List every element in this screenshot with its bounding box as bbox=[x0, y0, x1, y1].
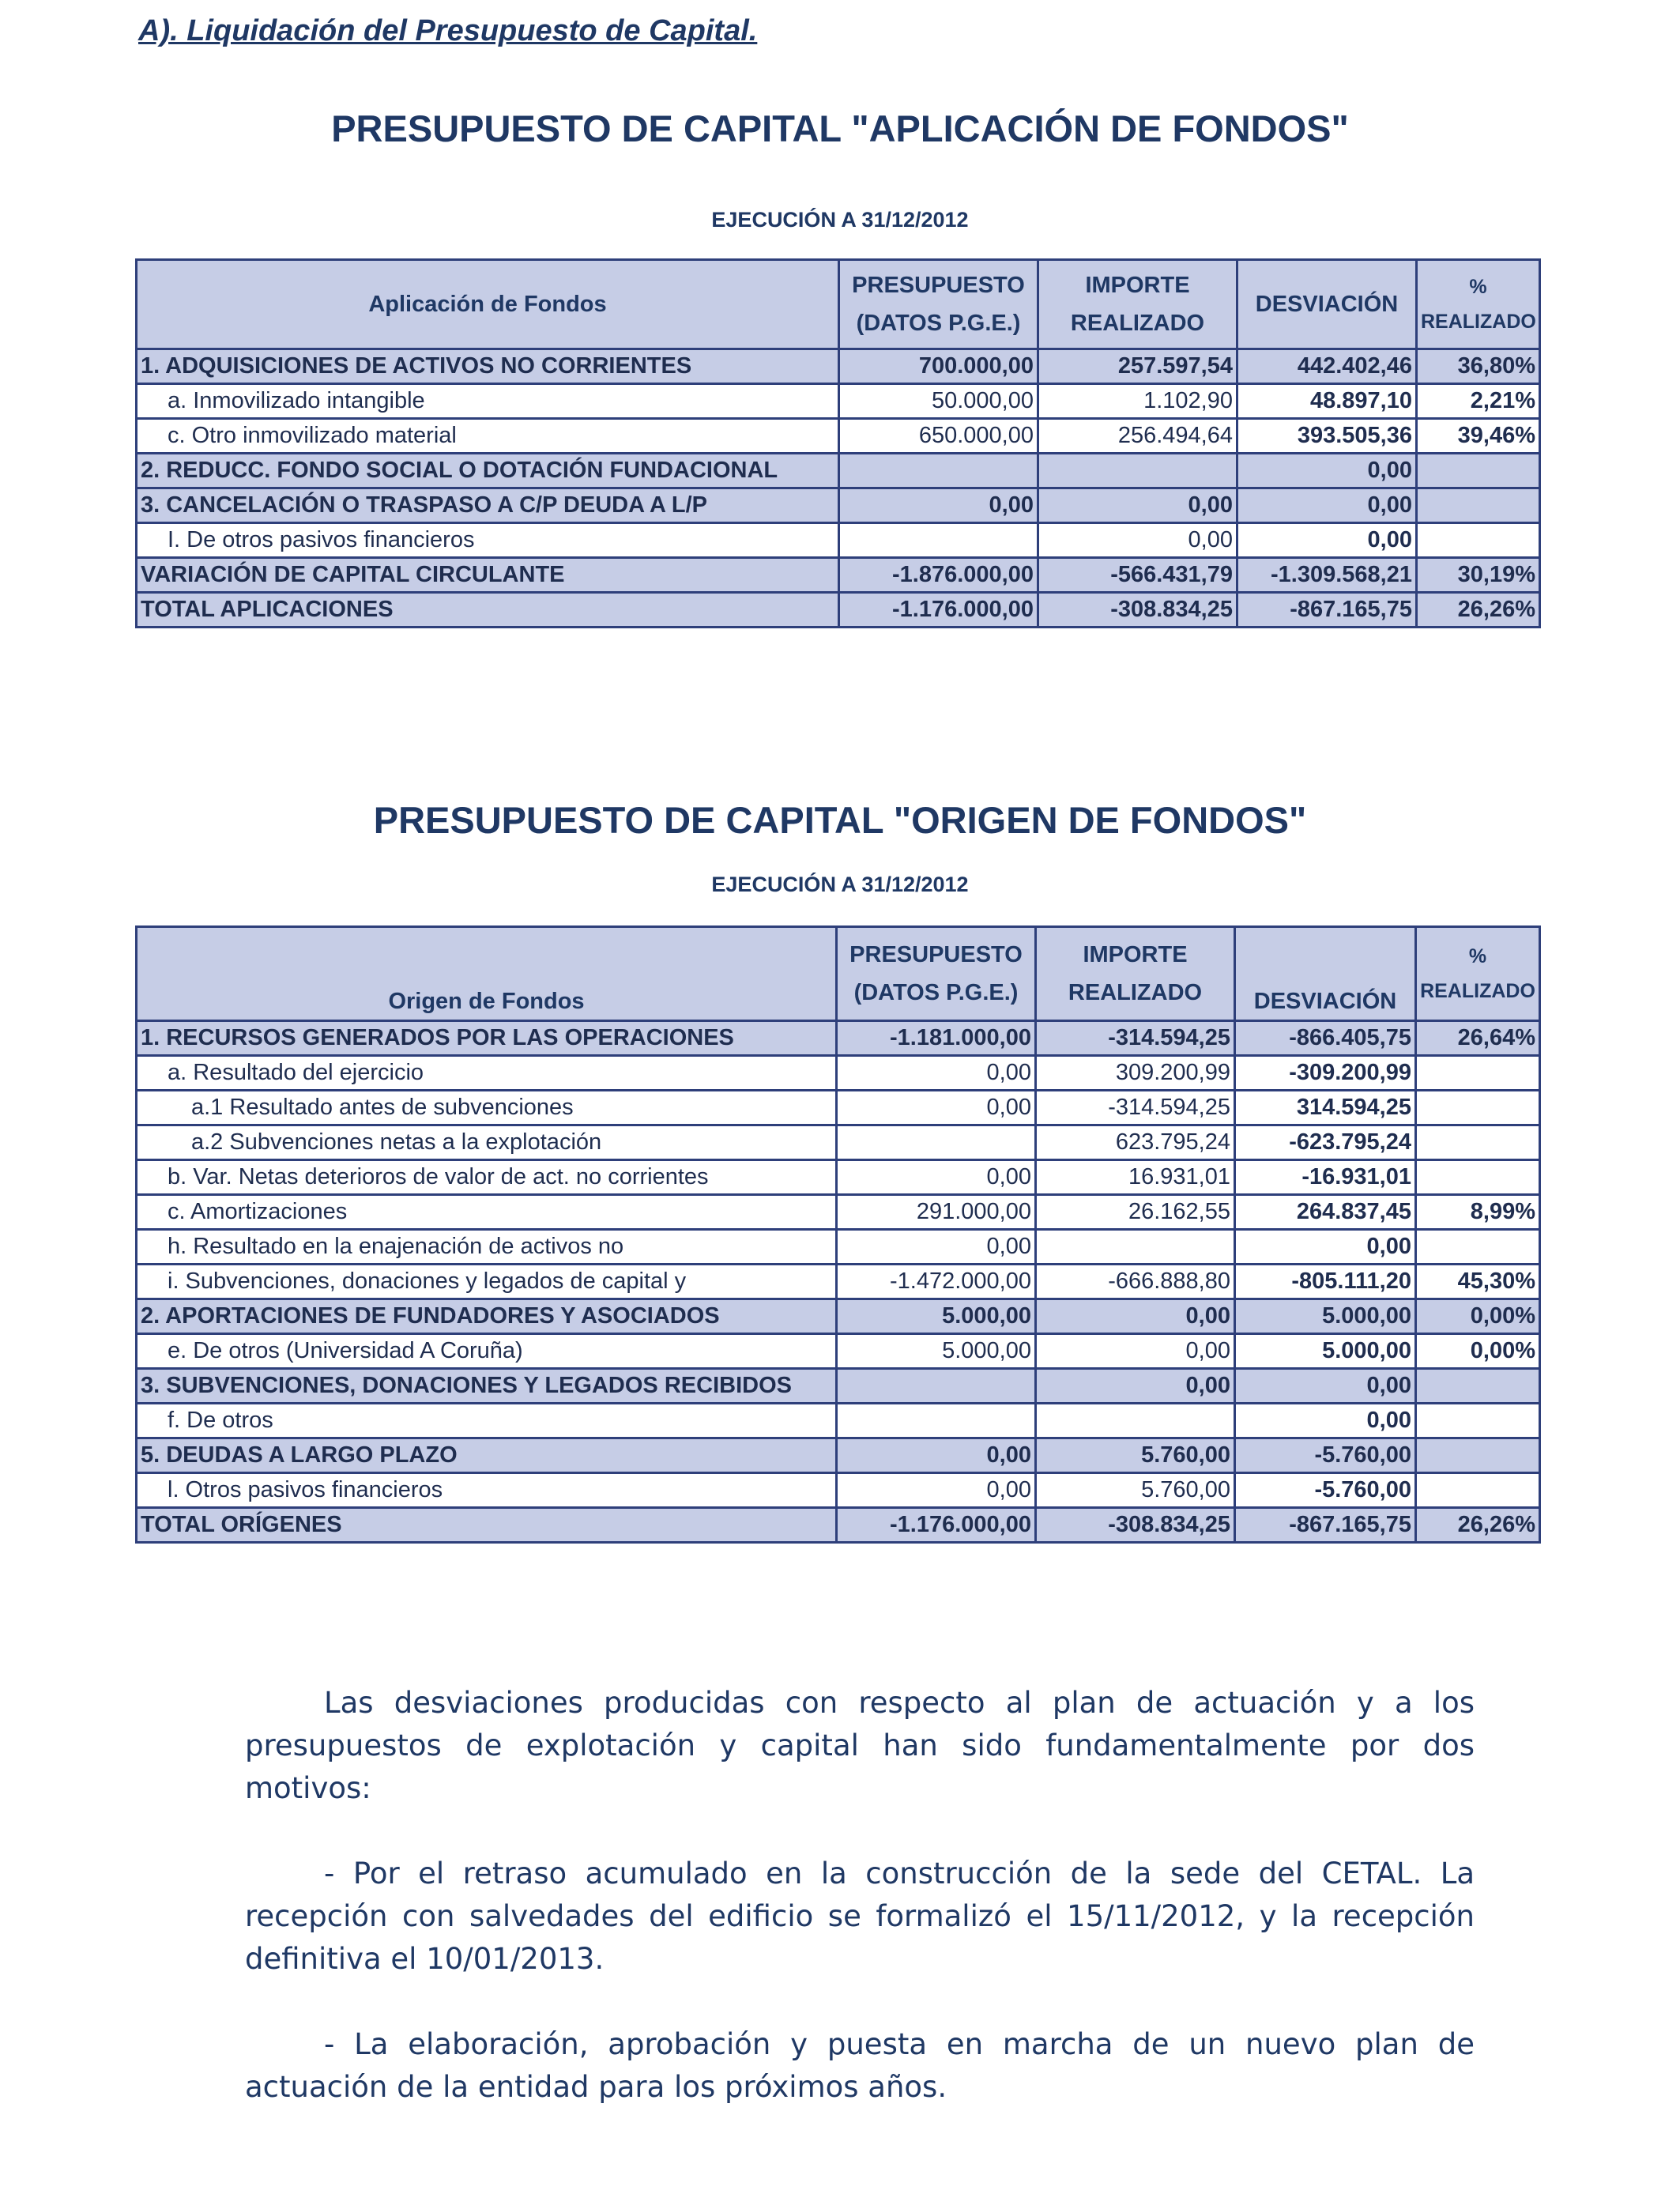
row-importe: 623.795,24 bbox=[1036, 1125, 1235, 1160]
row-pct bbox=[1416, 1125, 1540, 1160]
table-row bbox=[137, 1265, 1540, 1299]
row-label: 3. SUBVENCIONES, DONACIONES Y LEGADOS RECIBIDOS bbox=[137, 1369, 837, 1404]
row-desviacion: 0,00 bbox=[1237, 488, 1417, 523]
table-row bbox=[137, 523, 1540, 558]
row-label: c. Otro inmovilizado material bbox=[137, 419, 839, 454]
row-label: TOTAL ORÍGENES bbox=[137, 1508, 837, 1543]
row-desviacion: 5.000,00 bbox=[1235, 1299, 1416, 1334]
table-row bbox=[137, 1473, 1540, 1508]
row-desviacion: -866.405,75 bbox=[1235, 1021, 1416, 1056]
table-row bbox=[137, 558, 1540, 593]
row-label: 2. APORTACIONES DE FUNDADORES Y ASOCIADOS bbox=[137, 1299, 837, 1334]
row-presupuesto: 0,00 bbox=[837, 1056, 1036, 1091]
row-desviacion: 0,00 bbox=[1237, 454, 1417, 488]
header-presupuesto bbox=[837, 927, 1036, 1021]
row-importe: -666.888,80 bbox=[1036, 1265, 1235, 1299]
row-desviacion: 314.594,25 bbox=[1235, 1091, 1416, 1125]
header-importe-line2: REALIZADO bbox=[1070, 311, 1205, 336]
row-label: a.2 Subvenciones netas a la explotación bbox=[137, 1125, 837, 1160]
row-pct bbox=[1416, 1056, 1540, 1091]
row-label: f. De otros bbox=[137, 1404, 837, 1438]
row-label: 5. DEUDAS A LARGO PLAZO bbox=[137, 1438, 837, 1473]
row-importe: 0,00 bbox=[1038, 488, 1237, 523]
origen-title: PRESUPUESTO DE CAPITAL "ORIGEN DE FONDOS" bbox=[373, 799, 1307, 841]
row-desviacion: -867.165,75 bbox=[1235, 1508, 1416, 1543]
table-row bbox=[137, 349, 1540, 384]
row-presupuesto: 0,00 bbox=[837, 1091, 1036, 1125]
row-pct bbox=[1417, 488, 1540, 523]
row-presupuesto: 0,00 bbox=[837, 1473, 1036, 1508]
row-label: h. Resultado en la enajenación de activos no bbox=[137, 1230, 837, 1265]
header-importe bbox=[1038, 260, 1237, 349]
table-row bbox=[137, 1369, 1540, 1404]
row-label: 2. REDUCC. FONDO SOCIAL O DOTACIÓN FUNDACIONAL bbox=[137, 454, 839, 488]
table-row bbox=[137, 384, 1540, 419]
row-label: i. Subvenciones, donaciones y legados de capital y bbox=[137, 1265, 837, 1299]
row-desviacion: 48.897,10 bbox=[1237, 384, 1417, 419]
row-presupuesto bbox=[839, 454, 1038, 488]
row-importe: 0,00 bbox=[1036, 1369, 1235, 1404]
row-label: c. Amortizaciones bbox=[137, 1195, 837, 1230]
row-desviacion: 0,00 bbox=[1237, 523, 1417, 558]
row-pct: 26,64% bbox=[1416, 1021, 1540, 1056]
row-label: b. Var. Netas deterioros de valor de act. no corrientes bbox=[137, 1160, 837, 1195]
row-presupuesto bbox=[837, 1125, 1036, 1160]
row-pct: 36,80% bbox=[1417, 349, 1540, 384]
row-pct: 39,46% bbox=[1417, 419, 1540, 454]
table-total-row bbox=[137, 593, 1540, 628]
row-desviacion: 442.402,46 bbox=[1237, 349, 1417, 384]
row-presupuesto bbox=[837, 1369, 1036, 1404]
row-desviacion: 0,00 bbox=[1235, 1404, 1416, 1438]
table-row bbox=[137, 1195, 1540, 1230]
row-pct bbox=[1416, 1160, 1540, 1195]
row-presupuesto bbox=[837, 1404, 1036, 1438]
row-importe: 0,00 bbox=[1036, 1299, 1235, 1334]
row-pct: 8,99% bbox=[1416, 1195, 1540, 1230]
header-importe bbox=[1036, 927, 1235, 1021]
header-presupuesto-line1: PRESUPUESTO bbox=[852, 273, 1025, 298]
row-importe bbox=[1036, 1230, 1235, 1265]
paragraph: - La elaboración, aprobación y puesta en marcha de un nuevo plan de actuación de la entidad para los próximos años. bbox=[245, 2027, 1475, 2104]
row-desviacion: -5.760,00 bbox=[1235, 1438, 1416, 1473]
header-concepto: Aplicación de Fondos bbox=[137, 260, 839, 349]
row-desviacion: 0,00 bbox=[1235, 1230, 1416, 1265]
row-importe: 5.760,00 bbox=[1036, 1438, 1235, 1473]
row-importe: -314.594,25 bbox=[1036, 1021, 1235, 1056]
row-pct bbox=[1416, 1091, 1540, 1125]
row-importe bbox=[1036, 1404, 1235, 1438]
aplicacion-title: PRESUPUESTO DE CAPITAL "APLICACIÓN DE FONDOS" bbox=[331, 107, 1349, 149]
row-presupuesto: -1.876.000,00 bbox=[839, 558, 1038, 593]
header-presupuesto-line2: (DATOS P.G.E.) bbox=[856, 311, 1021, 336]
table-row bbox=[137, 1091, 1540, 1125]
row-importe: 257.597,54 bbox=[1038, 349, 1237, 384]
header-pct-line2: REALIZADO bbox=[1421, 311, 1536, 333]
header-presupuesto bbox=[839, 260, 1038, 349]
row-pct bbox=[1416, 1230, 1540, 1265]
row-importe: 16.931,01 bbox=[1036, 1160, 1235, 1195]
row-label: 1. RECURSOS GENERADOS POR LAS OPERACIONES bbox=[137, 1021, 837, 1056]
row-importe: -308.834,25 bbox=[1036, 1508, 1235, 1543]
table-header-row bbox=[137, 260, 1540, 349]
row-pct bbox=[1416, 1369, 1540, 1404]
table-row bbox=[137, 488, 1540, 523]
table-row bbox=[137, 1160, 1540, 1195]
row-pct bbox=[1416, 1438, 1540, 1473]
header-pct bbox=[1416, 927, 1540, 1021]
row-label: TOTAL APLICACIONES bbox=[137, 593, 839, 628]
row-pct: 26,26% bbox=[1416, 1508, 1540, 1543]
header-presupuesto-line1: PRESUPUESTO bbox=[849, 942, 1023, 967]
row-desviacion: -623.795,24 bbox=[1235, 1125, 1416, 1160]
row-pct: 26,26% bbox=[1417, 593, 1540, 628]
row-pct bbox=[1416, 1404, 1540, 1438]
explanation-text bbox=[245, 1682, 1475, 2109]
row-importe: 309.200,99 bbox=[1036, 1056, 1235, 1091]
row-pct: 45,30% bbox=[1416, 1265, 1540, 1299]
row-label: a. Resultado del ejercicio bbox=[137, 1056, 837, 1091]
paragraph: Las desviaciones producidas con respecto al plan de actuación y a los presupuestos de explotación y capital han sido fundamentalmente por dos motivos: bbox=[245, 1686, 1475, 1805]
row-importe: 256.494,64 bbox=[1038, 419, 1237, 454]
row-presupuesto: 0,00 bbox=[837, 1230, 1036, 1265]
row-presupuesto: 0,00 bbox=[837, 1438, 1036, 1473]
table-row bbox=[137, 454, 1540, 488]
aplicacion-subtitle: EJECUCIÓN A 31/12/2012 bbox=[711, 208, 969, 232]
section-heading: A). Liquidación del Presupuesto de Capital. bbox=[138, 14, 758, 47]
header-pct-line2: REALIZADO bbox=[1420, 980, 1535, 1002]
row-importe: 26.162,55 bbox=[1036, 1195, 1235, 1230]
row-presupuesto: -1.176.000,00 bbox=[839, 593, 1038, 628]
row-importe bbox=[1038, 454, 1237, 488]
row-importe: 0,00 bbox=[1038, 523, 1237, 558]
row-importe: 0,00 bbox=[1036, 1334, 1235, 1369]
table-total-row bbox=[137, 1508, 1540, 1543]
row-presupuesto: 0,00 bbox=[837, 1160, 1036, 1195]
row-label: 1. ADQUISICIONES DE ACTIVOS NO CORRIENTES bbox=[137, 349, 839, 384]
row-desviacion: 393.505,36 bbox=[1237, 419, 1417, 454]
header-importe-line1: IMPORTE bbox=[1085, 273, 1190, 298]
row-pct bbox=[1417, 523, 1540, 558]
row-pct: 2,21% bbox=[1417, 384, 1540, 419]
row-desviacion: 264.837,45 bbox=[1235, 1195, 1416, 1230]
row-presupuesto: 50.000,00 bbox=[839, 384, 1038, 419]
table-row bbox=[137, 1438, 1540, 1473]
row-presupuesto: -1.181.000,00 bbox=[837, 1021, 1036, 1056]
row-label: 3. CANCELACIÓN O TRASPASO A C/P DEUDA A L/P bbox=[137, 488, 839, 523]
header-pct-line1: % bbox=[1469, 276, 1487, 298]
header-pct-line1: % bbox=[1468, 945, 1487, 967]
row-presupuesto: 650.000,00 bbox=[839, 419, 1038, 454]
row-desviacion: -309.200,99 bbox=[1235, 1056, 1416, 1091]
row-presupuesto: 0,00 bbox=[839, 488, 1038, 523]
row-presupuesto: 5.000,00 bbox=[837, 1334, 1036, 1369]
table-row bbox=[137, 1230, 1540, 1265]
row-importe: -308.834,25 bbox=[1038, 593, 1237, 628]
row-presupuesto: -1.472.000,00 bbox=[837, 1265, 1036, 1299]
row-presupuesto: -1.176.000,00 bbox=[837, 1508, 1036, 1543]
row-desviacion: -867.165,75 bbox=[1237, 593, 1417, 628]
row-label: l. Otros pasivos financieros bbox=[137, 1473, 837, 1508]
row-pct: 0,00% bbox=[1416, 1334, 1540, 1369]
row-presupuesto: 291.000,00 bbox=[837, 1195, 1036, 1230]
table-row bbox=[137, 1056, 1540, 1091]
header-concepto: Origen de Fondos bbox=[137, 927, 837, 1021]
row-label: a.1 Resultado antes de subvenciones bbox=[137, 1091, 837, 1125]
origen-table bbox=[135, 925, 1541, 1544]
row-desviacion: -5.760,00 bbox=[1235, 1473, 1416, 1508]
table-row bbox=[137, 1125, 1540, 1160]
row-desviacion: -1.309.568,21 bbox=[1237, 558, 1417, 593]
row-pct bbox=[1416, 1473, 1540, 1508]
table-header-row bbox=[137, 927, 1540, 1021]
row-importe: 1.102,90 bbox=[1038, 384, 1237, 419]
row-desviacion: -16.931,01 bbox=[1235, 1160, 1416, 1195]
header-desviacion: DESVIACIÓN bbox=[1237, 260, 1417, 349]
row-importe: -314.594,25 bbox=[1036, 1091, 1235, 1125]
row-presupuesto: 700.000,00 bbox=[839, 349, 1038, 384]
header-importe-line2: REALIZADO bbox=[1068, 980, 1203, 1005]
row-presupuesto bbox=[839, 523, 1038, 558]
row-importe: 5.760,00 bbox=[1036, 1473, 1235, 1508]
header-presupuesto-line2: (DATOS P.G.E.) bbox=[853, 980, 1019, 1005]
row-label: VARIACIÓN DE CAPITAL CIRCULANTE bbox=[137, 558, 839, 593]
table-row bbox=[137, 1299, 1540, 1334]
row-pct bbox=[1417, 454, 1540, 488]
table-row bbox=[137, 1404, 1540, 1438]
header-importe-line1: IMPORTE bbox=[1083, 942, 1188, 967]
row-pct: 30,19% bbox=[1417, 558, 1540, 593]
table-row bbox=[137, 1021, 1540, 1056]
row-desviacion: -805.111,20 bbox=[1235, 1265, 1416, 1299]
row-label: e. De otros (Universidad A Coruña) bbox=[137, 1334, 837, 1369]
header-desviacion: DESVIACIÓN bbox=[1235, 927, 1416, 1021]
origen-subtitle: EJECUCIÓN A 31/12/2012 bbox=[711, 873, 969, 896]
aplicacion-table bbox=[135, 258, 1541, 628]
row-label: I. De otros pasivos financieros bbox=[137, 523, 839, 558]
paragraph: - Por el retraso acumulado en la construcción de la sede del CETAL. La recepción con salvedades del edificio se formalizó el 15/11/2012, y la recepción definitiva el 10/01/2013. bbox=[245, 1857, 1475, 1976]
table-row bbox=[137, 419, 1540, 454]
header-pct bbox=[1417, 260, 1540, 349]
row-pct: 0,00% bbox=[1416, 1299, 1540, 1334]
table-row bbox=[137, 1334, 1540, 1369]
row-label: a. Inmovilizado intangible bbox=[137, 384, 839, 419]
row-desviacion: 0,00 bbox=[1235, 1369, 1416, 1404]
row-importe: -566.431,79 bbox=[1038, 558, 1237, 593]
row-presupuesto: 5.000,00 bbox=[837, 1299, 1036, 1334]
row-desviacion: 5.000,00 bbox=[1235, 1334, 1416, 1369]
